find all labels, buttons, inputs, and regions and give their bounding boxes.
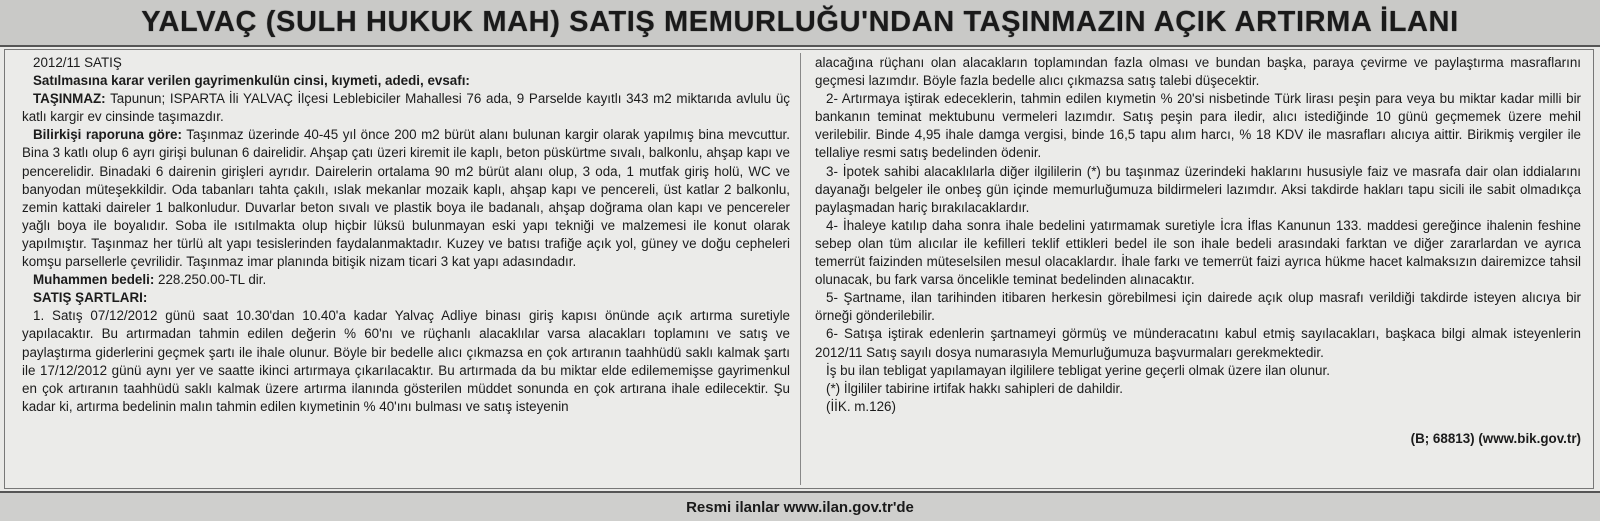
left-column: [22, 54, 790, 484]
section-heading: Satılmasına karar verilen gayrimenkulün cinsi, kıymeti, adedi, evsafı:: [33, 73, 470, 89]
property-label: TAŞINMAZ:: [33, 91, 106, 107]
footer-bar: [0, 491, 1600, 521]
terms-heading: SATIŞ ŞARTLARI:: [33, 290, 148, 306]
notice-statement: İş bu ilan tebligat yapılamayan ilgililere tebligat yerine geçerli olmak üzere ilan olunur.: [826, 362, 1330, 378]
estimated-value-text: 228.250.00-TL dir.: [154, 272, 267, 288]
term-6: 6- Satışa iştirak edenlerin şartnameyi görmüş ve münderacatını kabul etmiş sayılacakları, başkaca bilgi almak isteyenlerin 2012/11 Satış sayılı dosya numarasıyla Memurluğumuza başvurmaları gerekmektedir.: [815, 326, 1581, 360]
column-divider: [800, 53, 801, 485]
title-bar: [0, 0, 1600, 47]
term-1-continued: alacağına rüçhanı olan alacakların toplamından fazla olması ve bundan başka, paraya çevirme ve paylaştırma masraflarını geçmesi lazımdır. Böyle fazla bedelle alıcı çıkmazsa satış talebi düşecektir.: [815, 55, 1581, 89]
expert-report-label: Bilirkişi raporuna göre:: [33, 127, 182, 143]
file-number: 2012/11 SATIŞ: [33, 55, 122, 70]
expert-report-text: Taşınmaz üzerinde 40-45 yıl önce 200 m2 bürüt alanı bulunan kargir olarak yapılmış bina mevcuttur. Bina 3 katlı olup 6 ayrı girişi bulunan 6 dairelidir. Ahşap çatı üzeri kiremit ile kaplı, beton püskürtme sıvalı, balkonlu, ahşap kapı ve pencerelidir. Binadaki 6 dairenin girişleri ayrıdır. Dairelerin ortalama 90 m2 bürüt alanı olup, 3 oda, 1 mutfak giriş holü, WC ve banyodan müteşekkildir. Oda tabanları tahta çakılı, ıslak mekanlar mozaik kaplı, ahşap kapı ve pencereli, üst katlar 2 balkonlu, zemin kattaki daireler 1 balkonludur. Duvarlar beton sıvalı ve plastik boya ile badanalı, ahşap doğrama olan kapı ve pencereler yağlı boya ile boyalıdır. Soba ile ısıtılmakta olup hiçbir lüksü bulunmayan eski yapı tekniği ve malzemesi ile konut olarak yapılmıştır. Taşınmaz her türlü alt yapı tesislerinden faydalanmaktadır. Kuzey ve batısı trafiğe açık yol, güney ve doğu cepheleri komşu parsellerle çevrilidir. Taşınmaz imar planında bitişik nizam ticari 3 kat yapı adasındadır.: [22, 127, 790, 270]
notice-body: [4, 49, 1594, 489]
term-5: 5- Şartname, ilan tarihinden itibaren herkesin görebilmesi için dairede açık olup masrafı verildiği takdirde isteyen alıcıya bir örneği gönderilebilir.: [815, 290, 1581, 324]
property-paragraph: [22, 90, 790, 126]
term-1: 1. Satış 07/12/2012 günü saat 10.30'dan 10.40'a kadar Yalvaç Adliye binası giriş kapısı önünde açık artırma suretiyle yapılacaktır. Bu artırmadan tahmin edilen değerin % 60'nı ve rüçhanlı alacaklılar varsa alacakları toplamını ve satış ve paylaştırma giderlerini geçmek şartı ile ihale olunur. Böyle bir bedelle alıcı çıkmazsa en çok artıranın taahhüdü saklı kalmak şartı ile 17/12/2012 günü aynı yer ve saatte ikinci artırmaya çıkarılacaktır. Bu artırmada da bu miktar elde edilememişse gayrimenkul en çok artıranın taahhüdü saklı kalmak üzere artırma ilanında gösterilen müddet sonunda en çok artırana ihale edilecektir. Şu kadar ki, artırma bedelinin malın tahmin edilen kıymetinin % 40'ını bulması ve satış isteyenin: [22, 308, 790, 414]
publication-reference: (B; 68813) (www.bik.gov.tr): [1410, 430, 1581, 446]
expert-report-paragraph: [22, 126, 790, 271]
term-3: 3- İpotek sahibi alacaklılarla diğer ilgililerin (*) bu taşınmaz üzerindeki haklarını hususiyle faiz ve masrafa dair olan iddialarını dayanağı belgeler ile onbeş gün içinde memurluğumuza bildirmeleri lazımdır. Aksi takdirde hakları tapu sicili ile sabit olmadıkça paylaşmadan hariç bırakılacaklardır.: [815, 163, 1581, 215]
term-2: 2- Artırmaya iştirak edeceklerin, tahmin edilen kıymetin % 20'si nisbetinde Türk lirası peşin para veya bu miktar kadar milli bir bankanın teminat mektubunu vermeleri lazımdır. Satış peşin para iledir, alıcı istediğinde 10 günü geçmemek üzere mehil verilebilir. Binde 4,95 ihale damga vergisi, binde 16,5 tapu alım harcı, % 18 KDV ile masrafları alıcıya aittir. Birikmiş vergiler ile tellaliye resmi satış bedelinden ödenir.: [815, 91, 1581, 161]
property-text: Tapunun; ISPARTA İli YALVAÇ İlçesi Leblebiciler Mahallesi 76 ada, 9 Parselde kayıtlı 343 m2 miktarıda avlulu üç katlı kargir ev cinsinde taşımazdır.: [22, 91, 790, 125]
term-4: 4- İhaleye katılıp daha sonra ihale bedelini yatırmamak suretiyle İcra İflas Kanunun 133. maddesi gereğince ihalenin feshine sebep olan tüm alıcılar ile kefilleri teklif ettikleri bedel ile son ihale bedeli arasındaki farktan ve diğer zararlardan ve ayrıca temerrüt faizinden müteselsilen mesul olacaklardır. İhale farkı ve temerrüt faizi ayrıca hükme hacet kalmaksızın dairemizce tahsil olunacak, bu fark varsa öncelikle teminat bedelinden alınacaktır.: [815, 217, 1581, 288]
estimated-value-label: Muhammen bedeli:: [33, 272, 155, 288]
law-reference: (İİK. m.126): [826, 398, 896, 414]
estimated-value-paragraph: [22, 271, 790, 289]
footnote: (*) İlgililer tabirine irtifak hakkı sahipleri de dahildir.: [826, 380, 1123, 396]
notice-title: YALVAÇ (SULH HUKUK MAH) SATIŞ MEMURLUĞU'NDAN TAŞINMAZIN AÇIK ARTIRMA İLANI: [141, 6, 1459, 38]
footer-text: Resmi ilanlar www.ilan.gov.tr'de: [686, 498, 914, 516]
right-column: [815, 54, 1581, 484]
